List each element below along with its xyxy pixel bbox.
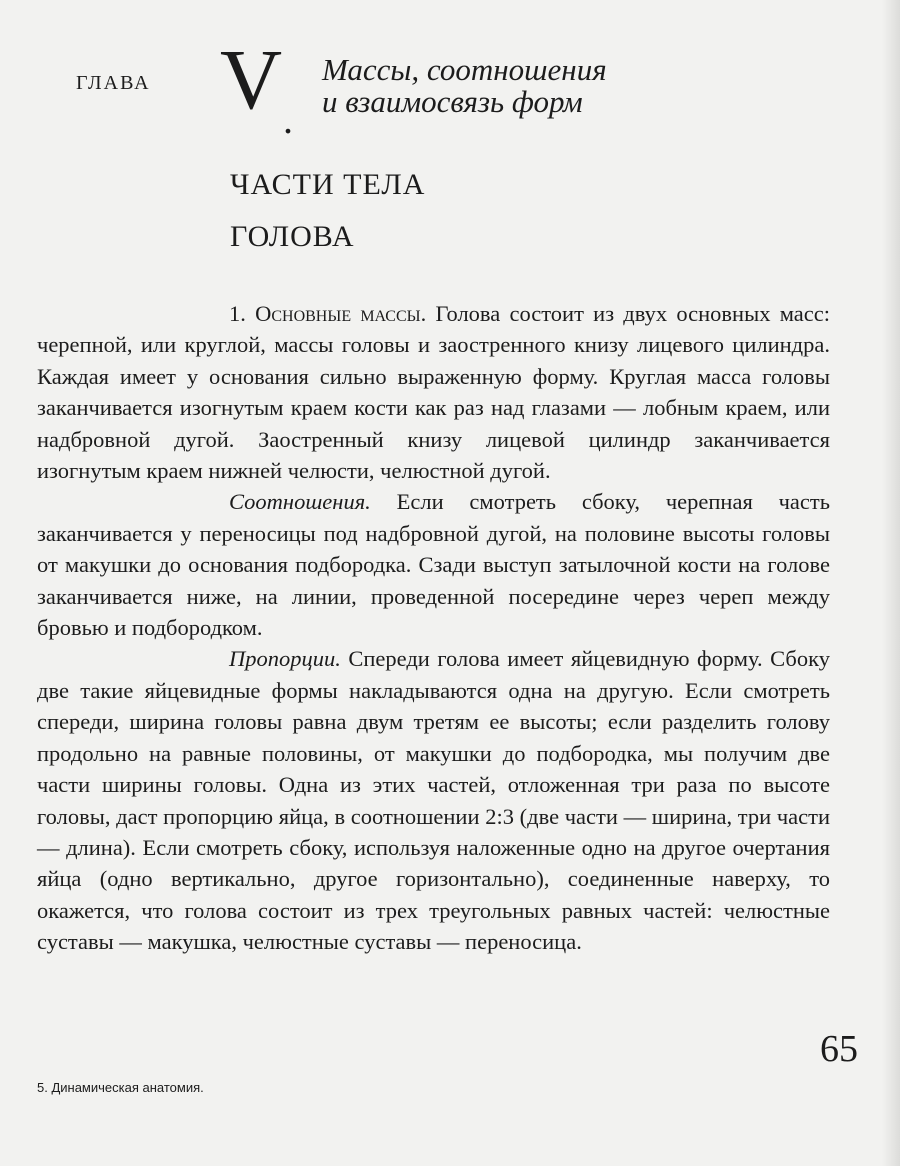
chapter-title bbox=[322, 54, 607, 118]
footer-note: 5. Динамическая анатомия. bbox=[37, 1080, 204, 1095]
chapter-title-line-2: и взаимосвязь форм bbox=[322, 84, 583, 119]
chapter-numeral: V bbox=[220, 31, 283, 127]
paragraph-text: Если смотреть сбоку, черепная часть заканчивается у переносицы под надбровной дугой, на половине высоты головы от макушки до основания подбородка. Сзади выступ затылочной кости на голове заканчивается ниже, на линии, проведенной посередине через череп между бровью и подбородком. bbox=[37, 489, 830, 641]
paragraph-proportions bbox=[37, 643, 830, 957]
paragraph-text: Спереди голова имеет яйцевидную форму. Сбоку две такие яйцевидные формы накладываются одна на другую. Если смотреть спереди, ширина головы равна двум третям ее высоты; если разделить голову продольно на равные половины, от макушки до подбородка, мы получим две части ширины головы. Одна из этих частей, отложенная три раза по высоте головы, даст пропорцию яйца, в соотношении 2:3 (две части — ширина, три части — длина). Если смотреть сбоку, используя наложенные одно на другое очертания яйца (одно вертикально, другое горизонтально), соединенные наверху, то окажется, что голова состоит из трех треугольных равных частей: челюстные суставы — макушка, челюстные суставы — переносица. bbox=[37, 646, 830, 955]
paragraph-text: Голова состоит из двух основных масс: черепной, или круглой, массы головы и заостренного книзу лицевого цилиндра. Каждая имеет у основания сильно выраженную форму. Круглая масса головы заканчивается изогнутым краем кости как раз над глазами — лобным краем, или надбровной дугой. Заостренный книзу лицевой цилиндр заканчивается изогнутым краем нижней челюсти, челюстной дугой. bbox=[37, 301, 830, 484]
chapter-title-line-1: Массы, соотношения bbox=[322, 52, 607, 87]
body-text bbox=[37, 298, 830, 958]
subsection-title: ГОЛОВА bbox=[230, 220, 355, 253]
page-edge-shadow bbox=[882, 0, 900, 1166]
page-number: 65 bbox=[820, 1028, 858, 1070]
paragraph-relations bbox=[37, 486, 830, 643]
paragraph-lead: 1. Основные массы. bbox=[229, 301, 427, 326]
chapter-label: ГЛАВА bbox=[76, 72, 151, 94]
paragraph-lead: Соотношения. bbox=[229, 489, 371, 515]
chapter-numeral-dot: . bbox=[283, 97, 293, 142]
section-title: ЧАСТИ ТЕЛА bbox=[230, 168, 426, 201]
paragraph-lead: Пропорции. bbox=[229, 646, 341, 672]
paragraph-main-masses bbox=[37, 298, 830, 486]
